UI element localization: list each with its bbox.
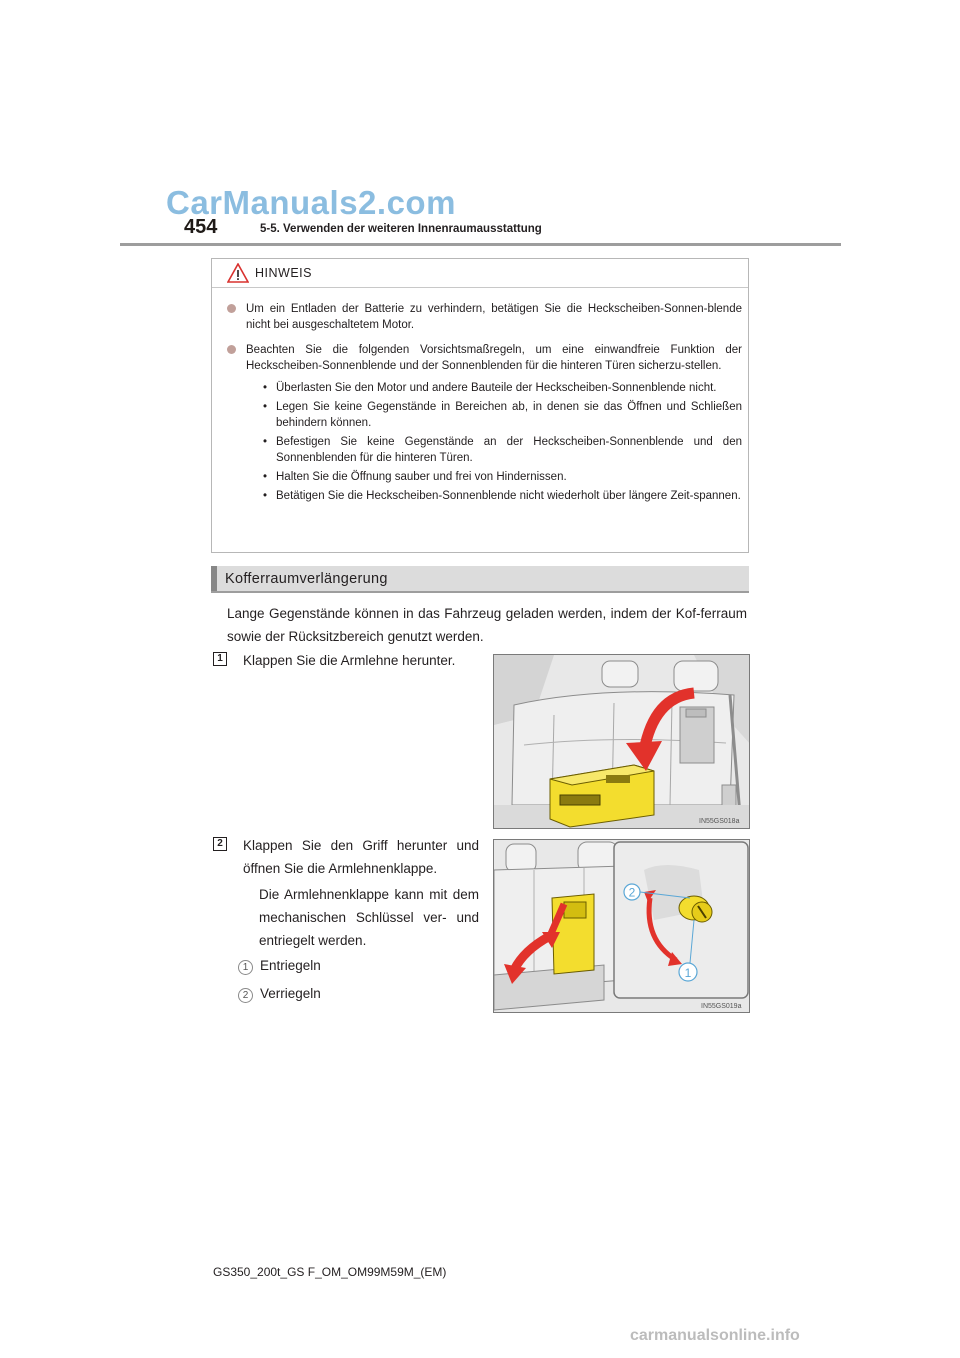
armrest-lid-illustration (494, 840, 750, 1013)
list-item: • Befestigen Sie keine Gegenstände an der Heckscheiben-Sonnenblende und den Sonnenblenden für die hinteren Türen. (263, 436, 742, 464)
step-number-2: 2 (213, 837, 227, 851)
svg-text:2: 2 (628, 885, 636, 900)
legend-label-unlock: Entriegeln (260, 958, 321, 973)
bullet-dot-icon (227, 304, 236, 313)
step-2-text: Klappen Sie den Griff herunter und öffnen Sie die Armlehnenklappe. (243, 838, 479, 876)
document-code: GS350_200t_GS F_OM_OM99M59M_(EM) (213, 1265, 447, 1279)
step-number-1: 1 (213, 652, 227, 666)
list-item: • Überlasten Sie den Motor und andere Bauteile der Heckscheiben-Sonnenblende nicht. (263, 382, 717, 394)
section-intro: Lange Gegenstände können in das Fahrzeug geladen werden, indem der Kof-ferraum sowie der Rücksitzbereich genutzt werden. (227, 606, 747, 644)
section-heading: 5-5. Verwenden der weiteren Innenraumausstattung (260, 223, 542, 235)
notice-body (224, 301, 742, 507)
armrest-fold-illustration (494, 655, 750, 829)
watermark-logo: CarManuals2.com (166, 184, 456, 221)
notice-title: HINWEIS (255, 266, 312, 280)
section-accent (211, 566, 217, 591)
step-2-note: Die Armlehnenklappe kann mit dem mechanischen Schlüssel ver- und entriegelt werden. (259, 887, 479, 948)
notice-sub-list (224, 380, 742, 504)
legend-number-1: 1 (238, 960, 253, 975)
header-divider (120, 243, 841, 246)
list-item: • Halten Sie die Öffnung sauber und frei von Hindernissen. (263, 471, 567, 483)
figure-code: IN55GS018a (699, 818, 740, 825)
step-1-text: Klappen Sie die Armlehne herunter. (243, 653, 456, 668)
figure-armrest-lid (493, 839, 750, 1013)
legend-number-2: 2 (238, 988, 253, 1003)
section-title: Kofferraumverlängerung (225, 571, 388, 587)
figure-armrest-fold (493, 654, 750, 829)
warning-triangle-icon (227, 263, 249, 283)
legend-label-lock: Verriegeln (260, 986, 321, 1001)
list-item: • Legen Sie keine Gegenstände in Bereichen ab, in denen sie das Öffnen und Schließen behindern können. (263, 401, 742, 429)
bullet-dot-icon (227, 345, 236, 354)
figure-code: IN55GS019a (701, 1003, 742, 1010)
notice-header (212, 259, 748, 288)
svg-text:1: 1 (684, 966, 692, 980)
footer-watermark: carmanualsonline.info (630, 1327, 800, 1344)
notice-box (211, 258, 749, 553)
page-number: 454 (184, 216, 218, 238)
notice-bullet: Beachten Sie die folgenden Vorsichtsmaßregeln, um eine einwandfreie Funktion der Heckscheiben-Sonnenblende und der Sonnenblenden für die hinteren Türen sicherzu-stellen. (224, 342, 742, 374)
list-item: • Betätigen Sie die Heckscheiben-Sonnenblende nicht wiederholt über längere Zeit-spannen. (263, 490, 741, 502)
section-title-bar (211, 566, 749, 593)
notice-bullet: Um ein Entladen der Batterie zu verhindern, betätigen Sie die Heckscheiben-Sonnen-blende nicht bei ausgeschaltetem Motor. (224, 301, 742, 333)
